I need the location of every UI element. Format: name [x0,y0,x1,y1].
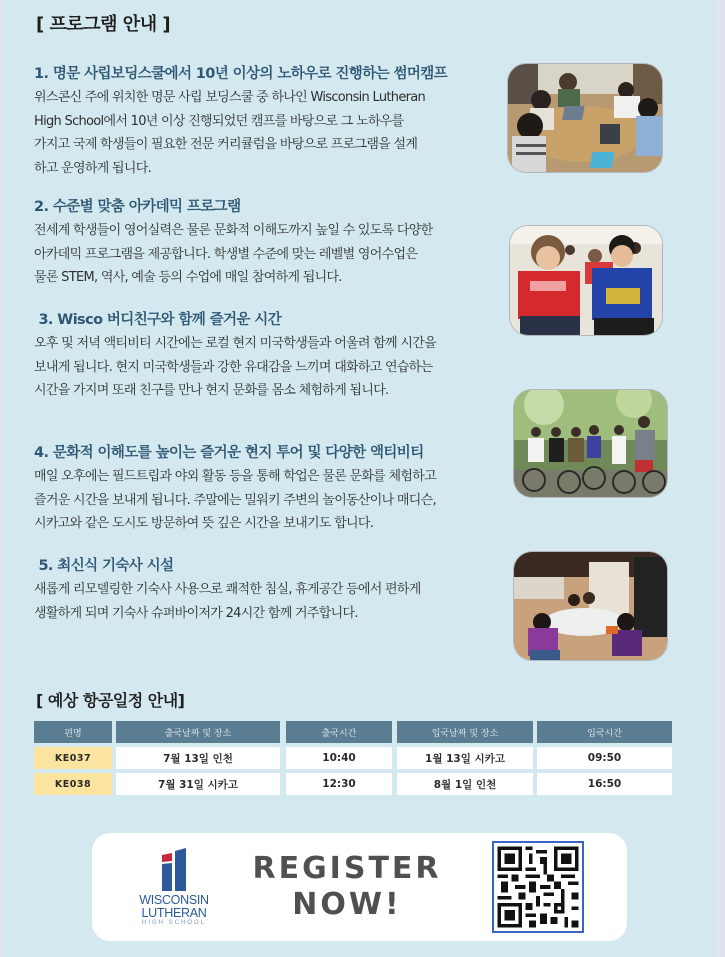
qr-code-icon[interactable] [492,841,584,933]
page-title: [ 프로그램 안내 ] [36,14,171,35]
body-line: 시카고와 같은 도시도 방문하여 뜻 깊은 시간을 보내기도 합니다. [34,516,374,531]
departure-date-place: 7월 13일 인천 [116,747,280,769]
flight-schedule-title: [ 예상 항공일정 안내] [36,691,185,710]
arrival-time: 09:50 [537,747,672,769]
program-section-3 [34,310,499,403]
body-line: 위스콘신 주에 위치한 명문 사립 보딩스쿨 중 하나인 Wisconsin Lutheran [34,90,426,105]
body-line: 전세계 학생들이 영어실력은 물론 문화적 이해도까지 높일 수 있도록 다양한 [34,223,433,238]
body-line: 아카데믹 프로그램을 제공합니다. 학생별 수준에 맞는 레벨별 영어수업은 [34,246,418,262]
flight-code: KE038 [34,773,112,795]
cross-logo-icon [160,847,190,891]
departure-time: 12:30 [286,773,392,795]
body-line: 즐거운 시간을 보내게 됩니다. 주말에는 밀워키 주변의 놀이동산이나 매디슨, [34,492,436,508]
logo-text-wisconsin: WISCONSIN [139,893,209,907]
program-section-5 [34,556,499,625]
logo-text-lutheran: LUTHERAN [141,906,207,920]
body-line: 하고 운영하게 됩니다. [34,160,152,176]
body-line: 가지고 국제 학생들이 필요한 전문 커리큘럼을 바탕으로 프로그램을 설계 [34,137,418,152]
students-studying-photo [508,64,662,172]
body-line: 새롭게 리모델링한 기숙사 사용으로 쾌적한 침실, 휴게공간 등에서 편하게 [34,582,421,597]
flight-code: KE037 [34,747,112,769]
body-line: 물론 STEM, 역사, 예술 등의 수업에 매일 참여하게 됩니다. [34,270,342,285]
header-flight-number: 편명 [34,721,112,743]
section-body [34,332,499,403]
program-section-4 [34,443,499,536]
dorm-lounge-photo [514,552,667,660]
right-edge-scrollbar[interactable] [718,0,725,957]
section-body [34,578,499,625]
left-edge [0,0,4,957]
school-logo [134,847,214,929]
section-title: 1. 명문 사립보딩스쿨에서 10년 이상의 노하우로 진행하는 썸머캠프 [34,66,448,82]
header-departure-date-place: 출국날짜 및 장소 [116,721,280,743]
section-body [34,219,499,290]
body-line: 보내게 됩니다. 현지 미국학생들과 강한 유대감을 느끼며 대화하고 연습하는 [34,359,433,375]
program-section-2 [34,197,499,290]
header-arrival-time: 입국시간 [537,721,672,743]
group-biking-photo [514,390,667,497]
logo-text-high-school: HIGH SCHOOL [141,920,206,926]
register-label: REGISTER [252,851,442,886]
section-title: 4. 문화적 이해도를 높이는 즐거운 현지 투어 및 다양한 액티비티 [34,445,424,461]
arrival-date-place: 1월 13일 시카고 [397,747,533,769]
register-now-text[interactable] [232,851,462,923]
section-body [34,465,499,536]
arrival-time: 16:50 [537,773,672,795]
body-line: High School에서 10년 이상 진행되었던 캠프를 바탕으로 그 노하우를 [34,113,404,129]
departure-date-place: 7월 31일 시카고 [116,773,280,795]
section-title: 5. 최신식 기숙사 시설 [34,558,174,574]
departure-time: 10:40 [286,747,392,769]
arrival-date-place: 8월 1일 인천 [397,773,533,795]
program-section-1 [34,64,499,180]
header-departure-time: 출국시간 [286,721,392,743]
body-line: 오후 및 저녁 액티비티 시간에는 로컬 현지 미국학생들과 어울려 함께 시간을 [34,336,436,351]
two-boys-smiling-photo [510,226,662,335]
section-title: 3. Wisco 버디친구와 함께 즐거운 시간 [34,312,282,328]
body-line: 생활하게 되며 기숙사 슈퍼바이저가 24시간 함께 거주합니다. [34,605,358,621]
section-body [34,86,499,180]
register-banner[interactable] [92,833,627,941]
header-arrival-date-place: 입국날짜 및 장소 [397,721,533,743]
body-line: 매일 오후에는 필드트립과 야외 활동 등을 통해 학업은 물론 문화를 체험하고 [34,469,436,484]
body-line: 시간을 가지며 또래 친구를 만나 현지 문화를 몸소 체험하게 됩니다. [34,383,389,398]
now-label: NOW! [292,887,402,922]
section-title: 2. 수준별 맞춤 아카데믹 프로그램 [34,199,241,215]
